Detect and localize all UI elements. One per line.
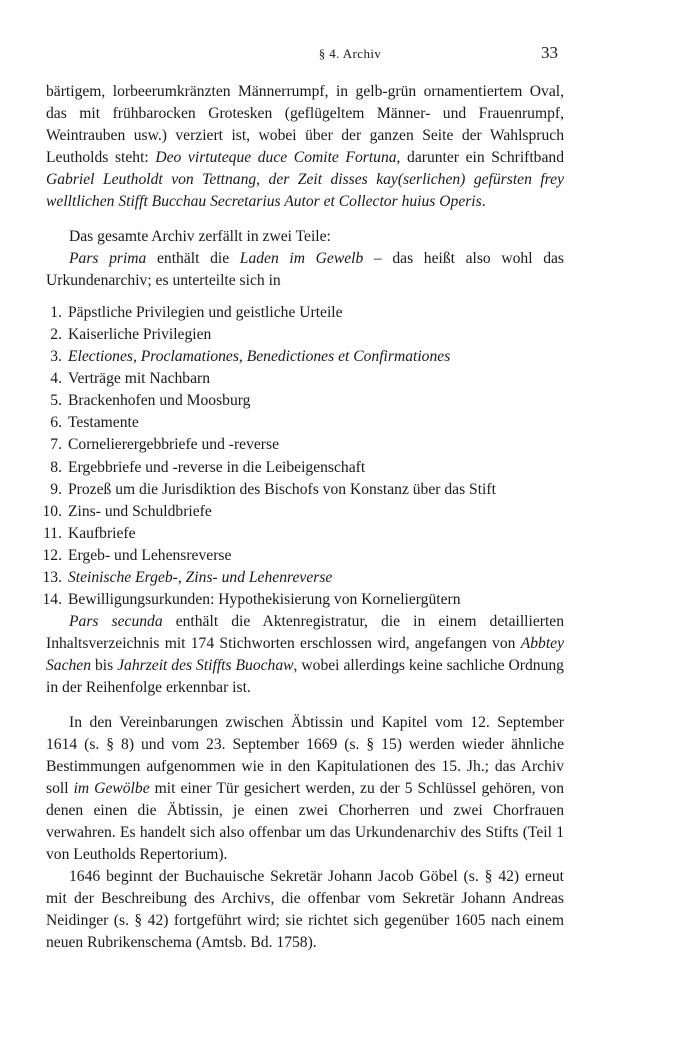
paragraph-3: Pars prima enthält die Laden im Gewelb – das heißt also wohl das Urkundenarchiv; es unterteilte sich in [46, 249, 564, 289]
list-item: 12. Ergeb- und Lehensreverse [42, 546, 232, 564]
list-item: 4. Verträge mit Nachbarn [50, 370, 211, 388]
page-number: 33 [541, 43, 558, 62]
list-item: 2. Kaiserliche Privilegien [50, 325, 212, 343]
paragraph-1: bärtigem, lorbeerumkränzten Männerrumpf, in gelb-grün ornamentiertem Oval, das mit frühbarocken Grotesken (geflügeltem Männer- und Frauenrumpf, Weintrauben usw.) verziert ist, wobei über der ganzen Seite der Wahlspruch Leutholds steht: Deo virtuteque duce Comite Fortuna, darunter ein Schriftband Gabriel Leutholdt von Tettnang, der Zeit disses kay(serlichen) gefürsten frey welltlichen Stifft Bucchau Secretarius Autor et Collector huius Operis. [46, 83, 564, 211]
motto: Deo virtuteque duce Comite Fortuna [155, 149, 397, 167]
list-item: 5. Brackenhofen und Moosburg [50, 392, 251, 410]
paragraph-4: Pars secunda enthält die Aktenregistratur, die in einem detaillierten Inhaltsverzeichnis mit 174 Stichworten erschlossen wird, angefangen von Abbtey Sachen bis Jahrzeit des Stiffts Buochaw, wobei allerdings keine sachliche Ordnung in der Reihenfolge erkennbar ist. [46, 613, 564, 697]
list-item: 14. Bewilligungsurkunden: Hypothekisierung von Korneliergütern [42, 591, 461, 609]
list-item: 13. Steinische Ergeb-, Zins- und Lehenreverse [42, 568, 333, 586]
list-item: 1. Päpstliche Privilegien und geistliche Urteile [50, 303, 343, 321]
list-item: 8. Ergebbriefe und -reverse in die Leibeigenschaft [50, 458, 366, 476]
list-item: 3. Electiones, Proclamationes, Benedictiones et Confirmationes [50, 348, 451, 366]
paragraph-2: Das gesamte Archiv zerfällt in zwei Teile: [69, 227, 331, 245]
running-header [0, 43, 700, 70]
list-item: 9. Prozeß um die Jurisdiktion des Bischofs von Konstanz über das Stift [50, 480, 496, 498]
list-item: 7. Cornelierergebbriefe und -reverse [50, 436, 279, 454]
scroll-inscription: Gabriel Leutholdt von Tettnang, der Zeit disses kay(serlichen) gefürsten frey welltlichen Stifft Bucchau Secretarius Autor et Collector huius Operis [46, 171, 564, 211]
body-text [42, 81, 564, 955]
list-item: 11. Kaufbriefe [43, 524, 136, 542]
paragraph-6: 1646 beginnt der Buchauische Sekretär Johann Jacob Göbel (s. § 42) erneut mit der Beschreibung des Archivs, die offenbar vom Sekretär Johann Andreas Neidinger (s. § 42) fortgeführt wird; sie richtet sich gegenüber 1605 nach einem neuen Rubrikenschema (Amtsb. Bd. 1758). [46, 868, 564, 952]
list-item: 10. Zins- und Schuldbriefe [42, 502, 212, 520]
section-title: § 4. Archiv [318, 46, 382, 61]
archive-categories-list [42, 302, 564, 611]
list-item: 6. Testamente [50, 414, 139, 432]
paragraph-5: In den Vereinbarungen zwischen Äbtissin und Kapitel vom 12. September 1614 (s. § 8) und vom 23. September 1669 (s. § 15) werden wieder ähnliche Bestimmungen aufgenommen wie in den Kapitulationen des 15. Jh.; das Archiv soll im Gewölbe mit einer Tür gesichert werden, zu der 5 Schlüssel gehören, von denen einen die Äbtissin, je einen zwei Chorherren und zwei Chorfrauen verwahren. Es handelt sich also offenbar um das Urkundenarchiv des Stifts (Teil 1 von Leutholds Repertorium). [46, 713, 564, 864]
